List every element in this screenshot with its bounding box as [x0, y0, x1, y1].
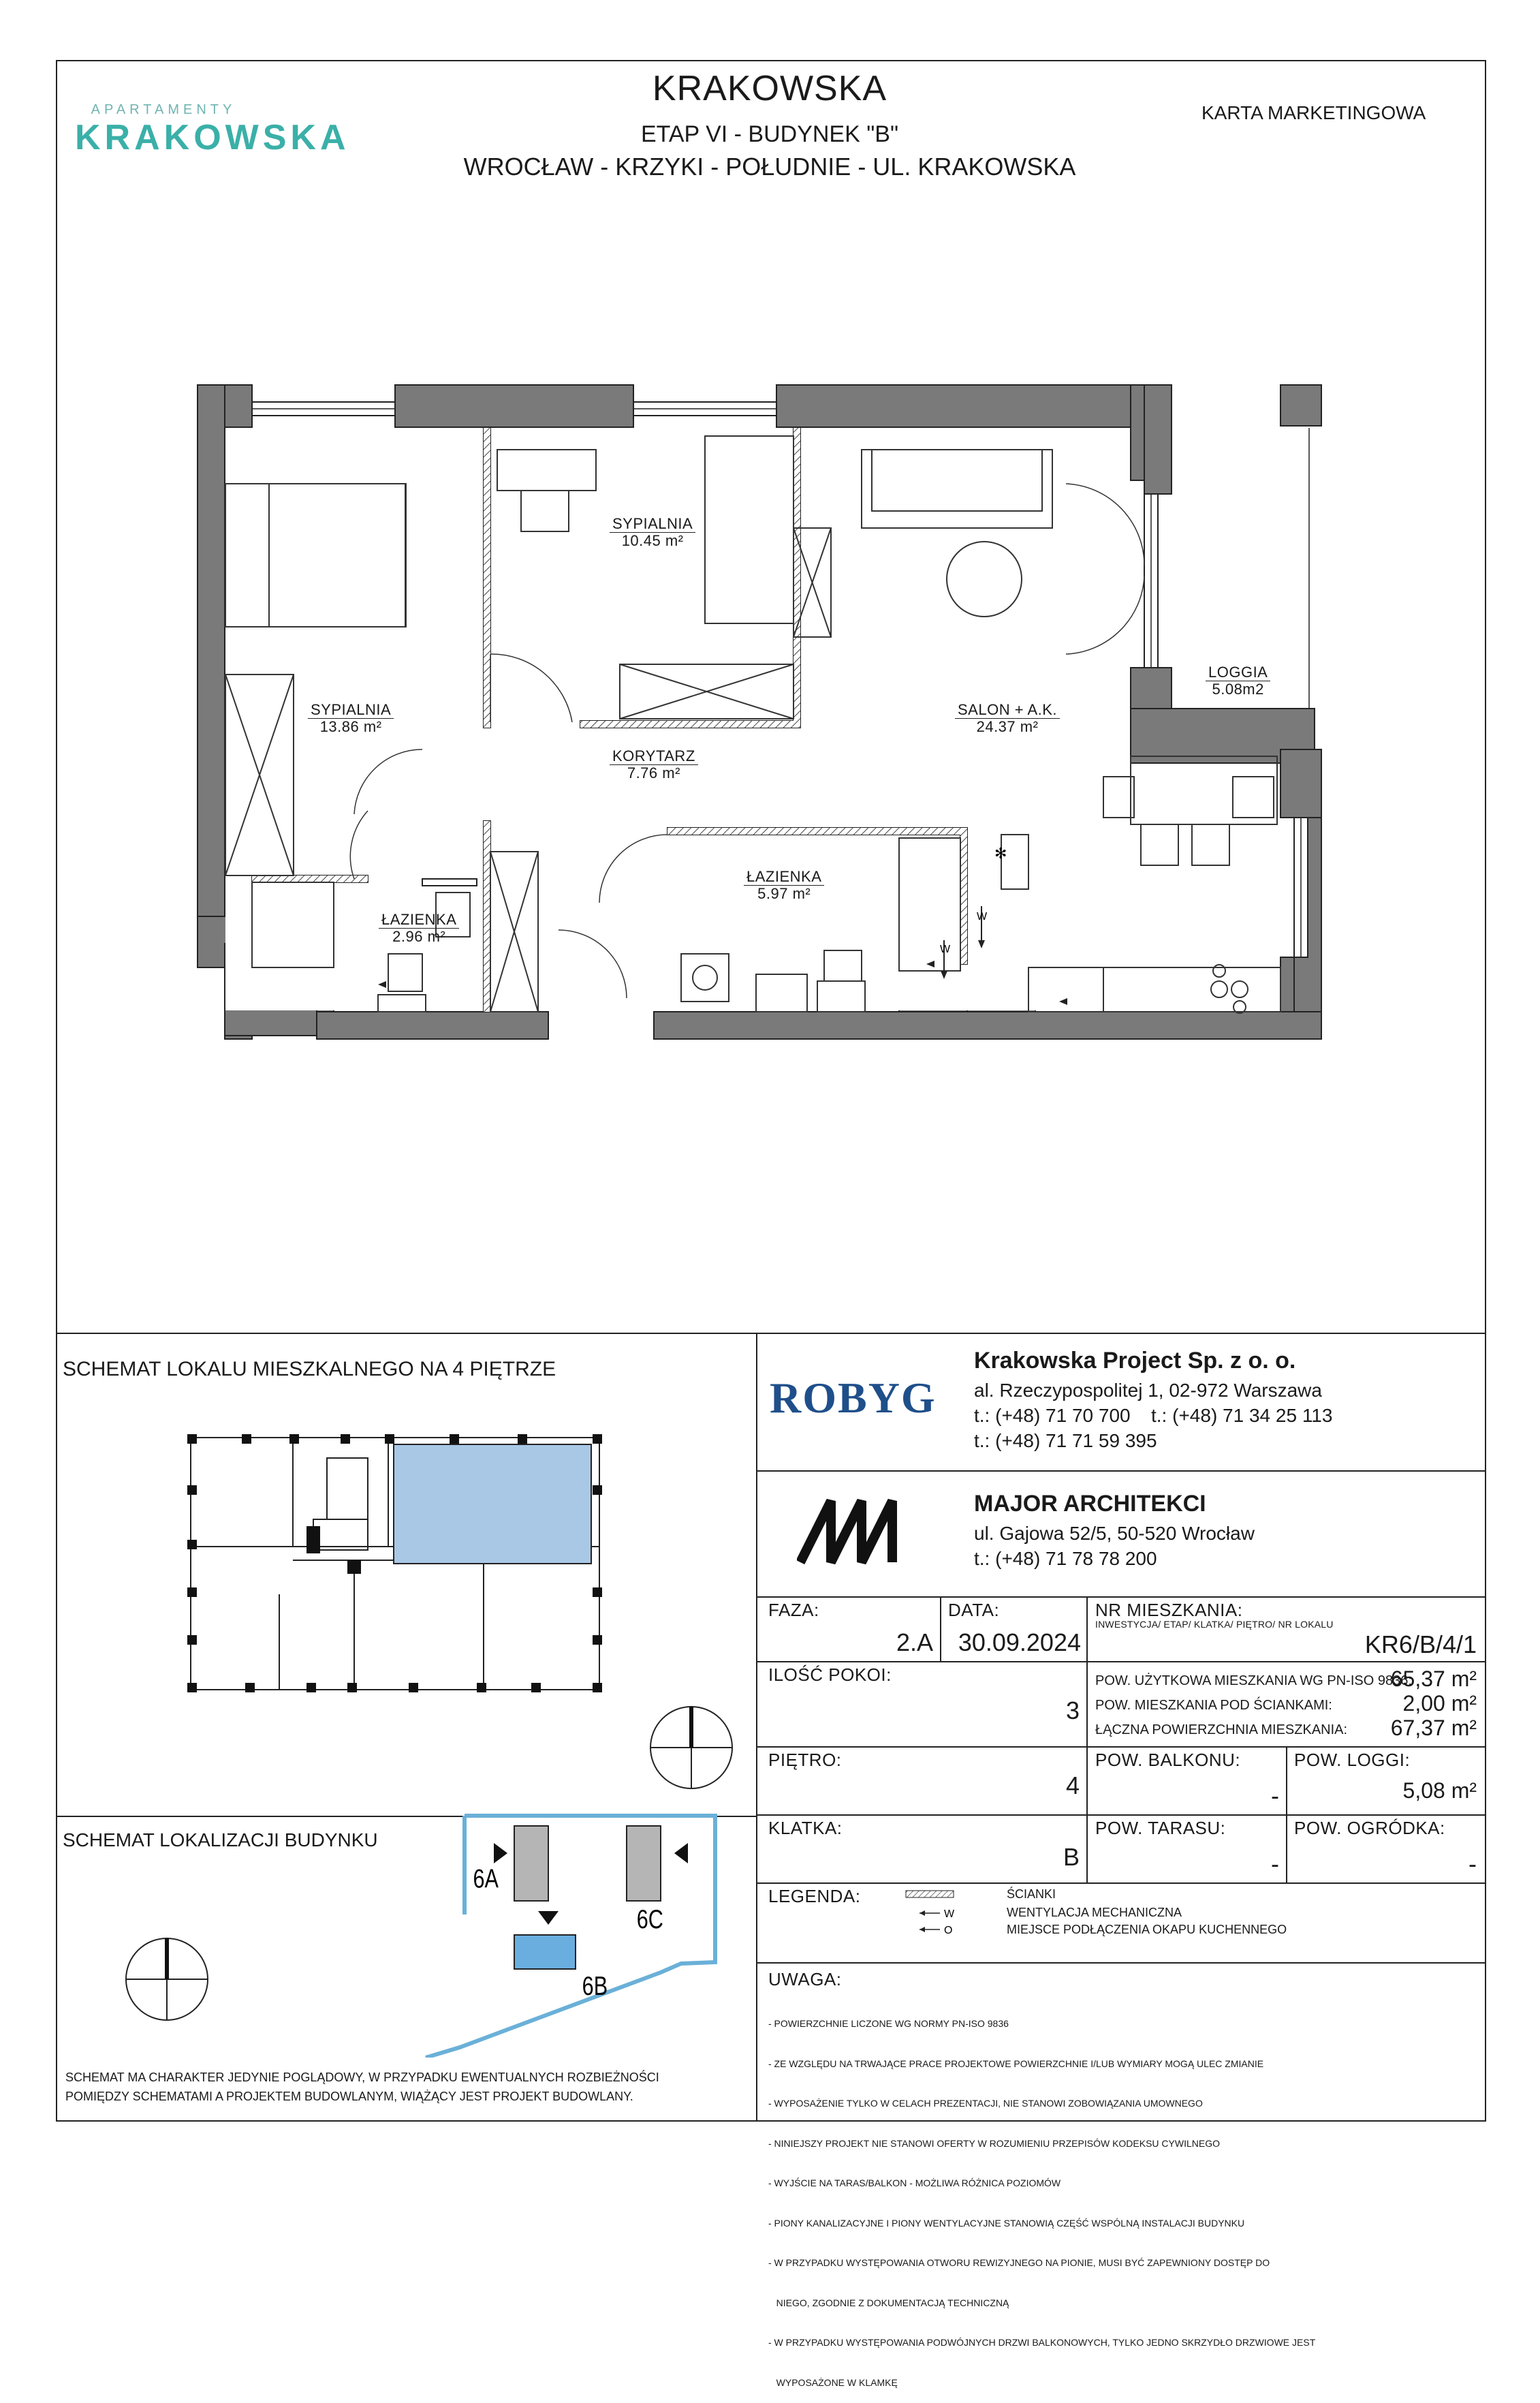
- grid-line: [756, 1596, 1486, 1598]
- klatka-value: B: [1063, 1843, 1080, 1871]
- logo-main-text: KRAKOWSKA: [75, 118, 350, 157]
- pokoje-label: ILOŚĆ POKOI:: [768, 1664, 892, 1685]
- note-item: - PIONY KANALIZACYJNE I PIONY WENTYLACYJNE STANOWIĄ CZĘŚĆ WSPÓLNĄ INSTALACJI BUDYNKU: [768, 2217, 1245, 2229]
- legend-title: LEGENDA:: [768, 1886, 861, 1906]
- nr-sublabel: INWESTYCJA/ ETAP/ KLATKA/ PIĘTRO/ NR LOKALU: [1095, 1619, 1334, 1630]
- legend-item-ventilation: WENTYLACJA MECHANICZNA: [1007, 1906, 1182, 1919]
- notes-list: [768, 1991, 1477, 2403]
- balkon-label: POW. BALKONU:: [1095, 1750, 1241, 1770]
- developer-address: al. Rzeczypospolitej 1, 02-972 Warszawa: [974, 1380, 1322, 1401]
- note-item: - WYJŚCIE NA TARAS/BALKON - MOŻLIWA RÓŻNICA POZIOMÓW: [768, 2177, 1061, 2188]
- pow-laczna-value: 67,37 m²: [1390, 1716, 1477, 1740]
- room-label-korytarz: KORYTARZ 7.76 m²: [610, 748, 698, 781]
- ogrodek-value: -: [1468, 1850, 1477, 1878]
- vent-mark-1: W: [977, 911, 988, 923]
- architect-phone: t.: (+48) 71 78 78 200: [974, 1548, 1157, 1569]
- floor-plan: [0, 0, 1540, 1090]
- room-label-salon: SALON + A.K. 24.37 m²: [955, 702, 1060, 735]
- architect-address: ul. Gajowa 52/5, 50-520 Wrocław: [974, 1523, 1255, 1544]
- pow-uzytkowa-label: POW. UŻYTKOWA MIESZKANIA WG PN-ISO 9836:: [1095, 1673, 1412, 1688]
- developer-phone-2: t.: (+48) 71 34 25 113: [1151, 1405, 1333, 1426]
- grid-line: [756, 1661, 1486, 1662]
- note-item: - W PRZYPADKU WYSTĘPOWANIA OTWORU REWIZYJNEGO NA PIONIE, MUSI BYĆ ZAPEWNIONY DOSTĘP DO: [768, 2257, 1270, 2268]
- grid-line: [1286, 1746, 1287, 1882]
- developer-name: Krakowska Project Sp. z o. o.: [974, 1348, 1296, 1374]
- pietro-value: 4: [1065, 1771, 1080, 1799]
- nr-label: NR MIESZKANIA:: [1095, 1600, 1243, 1620]
- note-item: - W PRZYPADKU WYSTĘPOWANIA PODWÓJNYCH DRZWI BALKONOWYCH, TYLKO JEDNO SKRZYDŁO DRZWIOWE JEST: [768, 2337, 1316, 2348]
- svg-text:✻: ✻: [994, 845, 1007, 862]
- grid-line: [756, 1814, 1486, 1816]
- pow-laczna-label: ŁĄCZNA POWIERZCHNIA MIESZKANIA:: [1095, 1722, 1348, 1737]
- page-subtitle: ETAP VI - BUDYNEK "B": [640, 121, 899, 147]
- klatka-label: KLATKA:: [768, 1818, 843, 1838]
- building-label-6a: 6A: [473, 1863, 499, 1894]
- vent-mark-2: W: [940, 944, 951, 955]
- data-value: 30.09.2024: [958, 1628, 1081, 1656]
- architect-name: MAJOR ARCHITEKCI: [974, 1491, 1206, 1517]
- grid-line: [1086, 1661, 1088, 1746]
- pow-uzytkowa-value: 65,37 m²: [1390, 1666, 1477, 1691]
- grid-line: [1086, 1596, 1088, 1661]
- grid-line: [1086, 1746, 1088, 1882]
- building-label-6b: 6B: [582, 1971, 608, 2001]
- grid-line: [940, 1596, 941, 1661]
- column-divider: [756, 1333, 757, 2122]
- developer-phone-1: t.: (+48) 71 70 700: [974, 1405, 1131, 1426]
- legend-item-hood: MIEJSCE PODŁĄCZENIA OKAPU KUCHENNEGO: [1007, 1923, 1287, 1936]
- notes-title: UWAGA:: [768, 1969, 842, 1989]
- loggia-value: 5,08 m²: [1402, 1778, 1477, 1803]
- doc-type: KARTA MARKETINGOWA: [1201, 102, 1426, 123]
- architect-logo-icon: [797, 1498, 906, 1566]
- pietro-label: PIĘTRO:: [768, 1750, 842, 1770]
- room-label-loggia: LOGGIA 5.08m2: [1206, 664, 1270, 698]
- developer-divider: [756, 1470, 1486, 1472]
- location-schema-title: SCHEMAT LOKALIZACJI BUDYNKU: [63, 1829, 378, 1850]
- grid-line: [756, 1962, 1486, 1964]
- schema-compass-icon: [647, 1703, 736, 1792]
- location-compass-icon: [123, 1935, 211, 2024]
- room-label-lazienka-1: ŁAZIENKA 5.97 m²: [744, 869, 824, 902]
- pow-scianki-value: 2,00 m²: [1402, 1691, 1477, 1716]
- balkon-value: -: [1271, 1782, 1279, 1810]
- floor-schema: [177, 1424, 627, 1710]
- taras-value: -: [1271, 1850, 1279, 1878]
- developer-phone-3: t.: (+48) 71 71 59 395: [974, 1430, 1157, 1451]
- grid-line: [756, 1746, 1486, 1748]
- legend-item-walls: ŚCIANKI: [1007, 1887, 1056, 1901]
- location-schema: [409, 1812, 722, 2058]
- nr-value: KR6/B/4/1: [1364, 1630, 1477, 1658]
- building-label-6c: 6C: [636, 1904, 663, 1935]
- note-item: - NINIEJSZY PROJEKT NIE STANOWI OFERTY W ROZUMIENIU PRZEPISÓW KODEKSU CYWILNEGO: [768, 2137, 1220, 2149]
- pow-scianki-label: POW. MIESZKANIA POD ŚCIANKAMI:: [1095, 1698, 1332, 1713]
- note-item: - WYPOSAŻENIE TYLKO W CELACH PREZENTACJI, NIE STANOWI ZOBOWIĄZANIA UMOWNEGO: [768, 2098, 1203, 2109]
- legend-symbols: [899, 1887, 994, 1949]
- note-item: - ZE WZGLĘDU NA TRWAJĄCE PRACE PROJEKTOWE POWIERZCHNIE I/LUB WYMIARY MOGĄ ULEC ZMIANIE: [768, 2058, 1264, 2069]
- note-item: WYPOSAŻONE W KLAMKĘ: [768, 2376, 898, 2388]
- room-label-sypialnia-2: SYPIALNIA 10.45 m²: [610, 516, 695, 549]
- page-title: KRAKOWSKA: [652, 69, 887, 108]
- legend-sym-o: O: [944, 1925, 953, 1936]
- taras-label: POW. TARASU:: [1095, 1818, 1226, 1838]
- location-disclaimer: SCHEMAT MA CHARAKTER JEDYNIE POGLĄDOWY, W PRZYPADKU EWENTUALNYCH ROZBIEŻNOŚCI POMIĘDZY SCHEMATAMI A PROJEKTEM BUDOWLANYM, WIĄŻĄCY JEST PROJEKT BUDOWLANY.: [65, 2071, 659, 2103]
- ogrodek-label: POW. OGRÓDKA:: [1294, 1818, 1445, 1838]
- highlighted-unit: [394, 1444, 591, 1564]
- grid-line: [756, 1882, 1486, 1884]
- faza-label: FAZA:: [768, 1600, 819, 1620]
- data-label: DATA:: [948, 1600, 1000, 1620]
- faza-value: 2.A: [896, 1628, 933, 1656]
- page-address: WROCŁAW - KRZYKI - POŁUDNIE - UL. KRAKOWSKA: [463, 153, 1076, 181]
- room-label-lazienka-2: ŁAZIENKA 2.96 m²: [379, 912, 459, 945]
- pokoje-value: 3: [1065, 1696, 1080, 1724]
- floor-schema-title: SCHEMAT LOKALU MIESZKALNEGO NA 4 PIĘTRZE: [63, 1358, 556, 1380]
- loggia-label: POW. LOGGI:: [1294, 1750, 1411, 1770]
- room-label-sypialnia-1: SYPIALNIA 13.86 m²: [308, 702, 394, 735]
- section-divider: [56, 1333, 1486, 1334]
- note-item: - POWIERZCHNIE LICZONE WG NORMY PN-ISO 9836: [768, 2018, 1009, 2029]
- legend-sym-w: W: [944, 1908, 955, 1920]
- logo-small-text: APARTAMENTY: [91, 102, 236, 117]
- note-item: NIEGO, ZGODNIE Z DOKUMENTACJĄ TECHNICZNĄ: [768, 2297, 1009, 2308]
- robyg-logo: ROBYG: [770, 1374, 937, 1422]
